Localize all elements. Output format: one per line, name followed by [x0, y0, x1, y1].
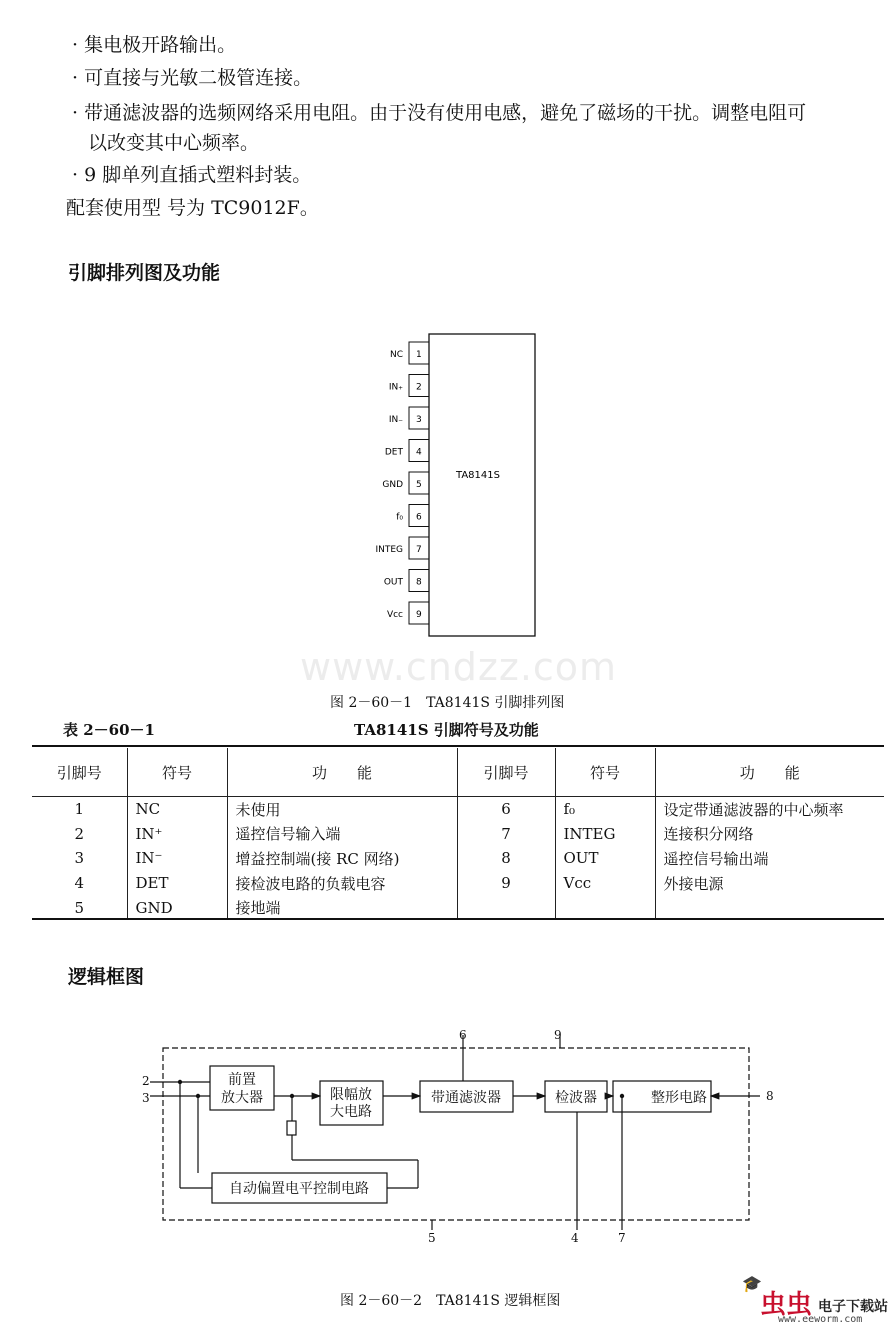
- cell: IN⁻: [127, 846, 227, 871]
- graduation-cap-icon: 🎓: [742, 1274, 762, 1293]
- cell: 设定带通滤波器的中心频率: [655, 797, 884, 822]
- cell: 8: [457, 846, 555, 871]
- cell: 外接电源: [655, 871, 884, 896]
- pin-number-3: 3: [416, 415, 422, 425]
- pin-label-2: IN₊: [388, 382, 403, 393]
- bpf-label: 带通滤波器: [431, 1090, 501, 1106]
- cell: 连接积分网络: [655, 822, 884, 847]
- pinout-diagram: [370, 330, 550, 645]
- pin-8-label: 8: [766, 1089, 774, 1103]
- section-title-block-diagram: 逻辑框图: [68, 966, 145, 988]
- cell: f₀: [555, 797, 655, 822]
- table-row: [32, 797, 884, 822]
- table-row: [32, 895, 884, 920]
- header-symbol: 符号: [127, 748, 227, 797]
- pin-label-8: OUT: [383, 577, 403, 588]
- cell: OUT: [555, 846, 655, 871]
- pin-number-5: 5: [416, 480, 422, 490]
- cell: 接地端: [227, 895, 457, 920]
- table-number: 表 2－60－1: [63, 721, 155, 739]
- pin-number-4: 4: [416, 447, 422, 458]
- cell: 增益控制端(接 RC 网络): [227, 846, 457, 871]
- detector-label: 检波器: [555, 1090, 597, 1106]
- pin-label-1: NC: [389, 350, 403, 360]
- cell: IN⁺: [127, 822, 227, 847]
- header-pin-no: 引脚号: [32, 748, 127, 797]
- pin-label-3: IN₋: [388, 415, 403, 425]
- pin-6-label: 6: [459, 1028, 467, 1042]
- site-logo: [742, 1272, 894, 1324]
- pin-label-7: INTEG: [375, 545, 403, 555]
- header-pin-no-2: 引脚号: [457, 748, 555, 797]
- header-symbol-2: 符号: [555, 748, 655, 797]
- cell: 4: [74, 874, 85, 893]
- table-header-row: [32, 748, 884, 797]
- section-title-pinout: 引脚排列图及功能: [68, 262, 221, 284]
- preamp-label-1: 前置: [228, 1072, 256, 1088]
- table-row: [32, 822, 884, 847]
- cell: NC: [127, 797, 227, 822]
- cell: 未使用: [227, 797, 457, 822]
- cell: DET: [127, 871, 227, 896]
- cell: GND: [127, 895, 227, 920]
- pin-label-6: f₀: [396, 512, 403, 523]
- pin-7-label: 7: [618, 1231, 626, 1245]
- feature-line-1: · 集电极开路输出。: [72, 34, 237, 56]
- feature-line-3: · 带通滤波器的选频网络采用电阻。由于没有使用电感，避免了磁场的干扰。调整电阻可: [72, 102, 807, 124]
- header-function: 功 能: [227, 748, 457, 797]
- table-top-rule: [32, 745, 884, 747]
- pin-label-9: Vcc: [386, 610, 403, 620]
- cell: [655, 895, 884, 920]
- table-bottom-rule: [32, 918, 884, 920]
- pin-5-label: 5: [428, 1231, 436, 1245]
- cell: 9: [457, 871, 555, 896]
- cell: [457, 895, 555, 920]
- cell: 2: [74, 824, 85, 843]
- cell: 接检波电路的负载电容: [227, 871, 457, 896]
- pin-number-6: 6: [416, 512, 422, 523]
- cell: [555, 895, 655, 920]
- pin-4-label: 4: [571, 1231, 579, 1245]
- logic-block-diagram: [130, 1025, 790, 1250]
- pin-function-table: [32, 748, 884, 920]
- preamp-label-2: 放大器: [221, 1090, 263, 1106]
- limiter-label-2: 大电路: [330, 1104, 372, 1120]
- pin-9-label: 9: [554, 1028, 562, 1042]
- cell: 6: [457, 797, 555, 822]
- table-row: [32, 846, 884, 871]
- figure-2-caption: 图 2－60－2 TA8141S 逻辑框图: [340, 1293, 561, 1309]
- cell: 7: [457, 822, 555, 847]
- cell: 遥控信号输入端: [227, 822, 457, 847]
- table-title: TA8141S 引脚符号及功能: [354, 721, 539, 739]
- feature-line-4: · 9 脚单列直插式塑料封装。: [72, 164, 312, 186]
- watermark: www.cndzz.com: [300, 645, 618, 689]
- pin-label-4: DET: [384, 447, 403, 458]
- cell: Vcc: [555, 871, 655, 896]
- table-row: [32, 871, 884, 896]
- cell: 3: [74, 849, 85, 868]
- pin-3-label: 3: [142, 1091, 150, 1105]
- pin-number-9: 9: [416, 610, 422, 620]
- cell: INTEG: [555, 822, 655, 847]
- logo-site-name: 电子下载站: [818, 1299, 888, 1315]
- pin-number-1: 1: [416, 350, 422, 360]
- feature-line-3-cont: 以改变其中心频率。: [88, 132, 260, 154]
- feature-line-2: · 可直接与光敏二极管连接。: [72, 67, 313, 89]
- cell: 遥控信号输出端: [655, 846, 884, 871]
- shaper-label: 整形电路: [651, 1090, 707, 1106]
- logo-brand: 虫虫: [760, 1290, 813, 1320]
- pin-2-label: 2: [142, 1074, 150, 1088]
- cell: 5: [74, 898, 85, 917]
- pin-number-8: 8: [416, 577, 422, 588]
- header-function-2: 功 能: [655, 748, 884, 797]
- agc-label: 自动偏置电平控制电路: [229, 1181, 369, 1197]
- matching-model-line: 配套使用型 号为 TC9012F。: [66, 197, 319, 219]
- ic-part-number: TA8141S: [456, 470, 500, 481]
- pin-number-7: 7: [416, 545, 422, 555]
- pin-label-5: GND: [382, 480, 403, 490]
- limiter-label-1: 限幅放: [330, 1087, 372, 1103]
- cell: 1: [74, 800, 85, 819]
- pin-number-2: 2: [416, 382, 422, 393]
- logo-url: www.eeworm.com: [778, 1314, 863, 1325]
- figure-1-caption: 图 2－60－1 TA8141S 引脚排列图: [330, 695, 565, 711]
